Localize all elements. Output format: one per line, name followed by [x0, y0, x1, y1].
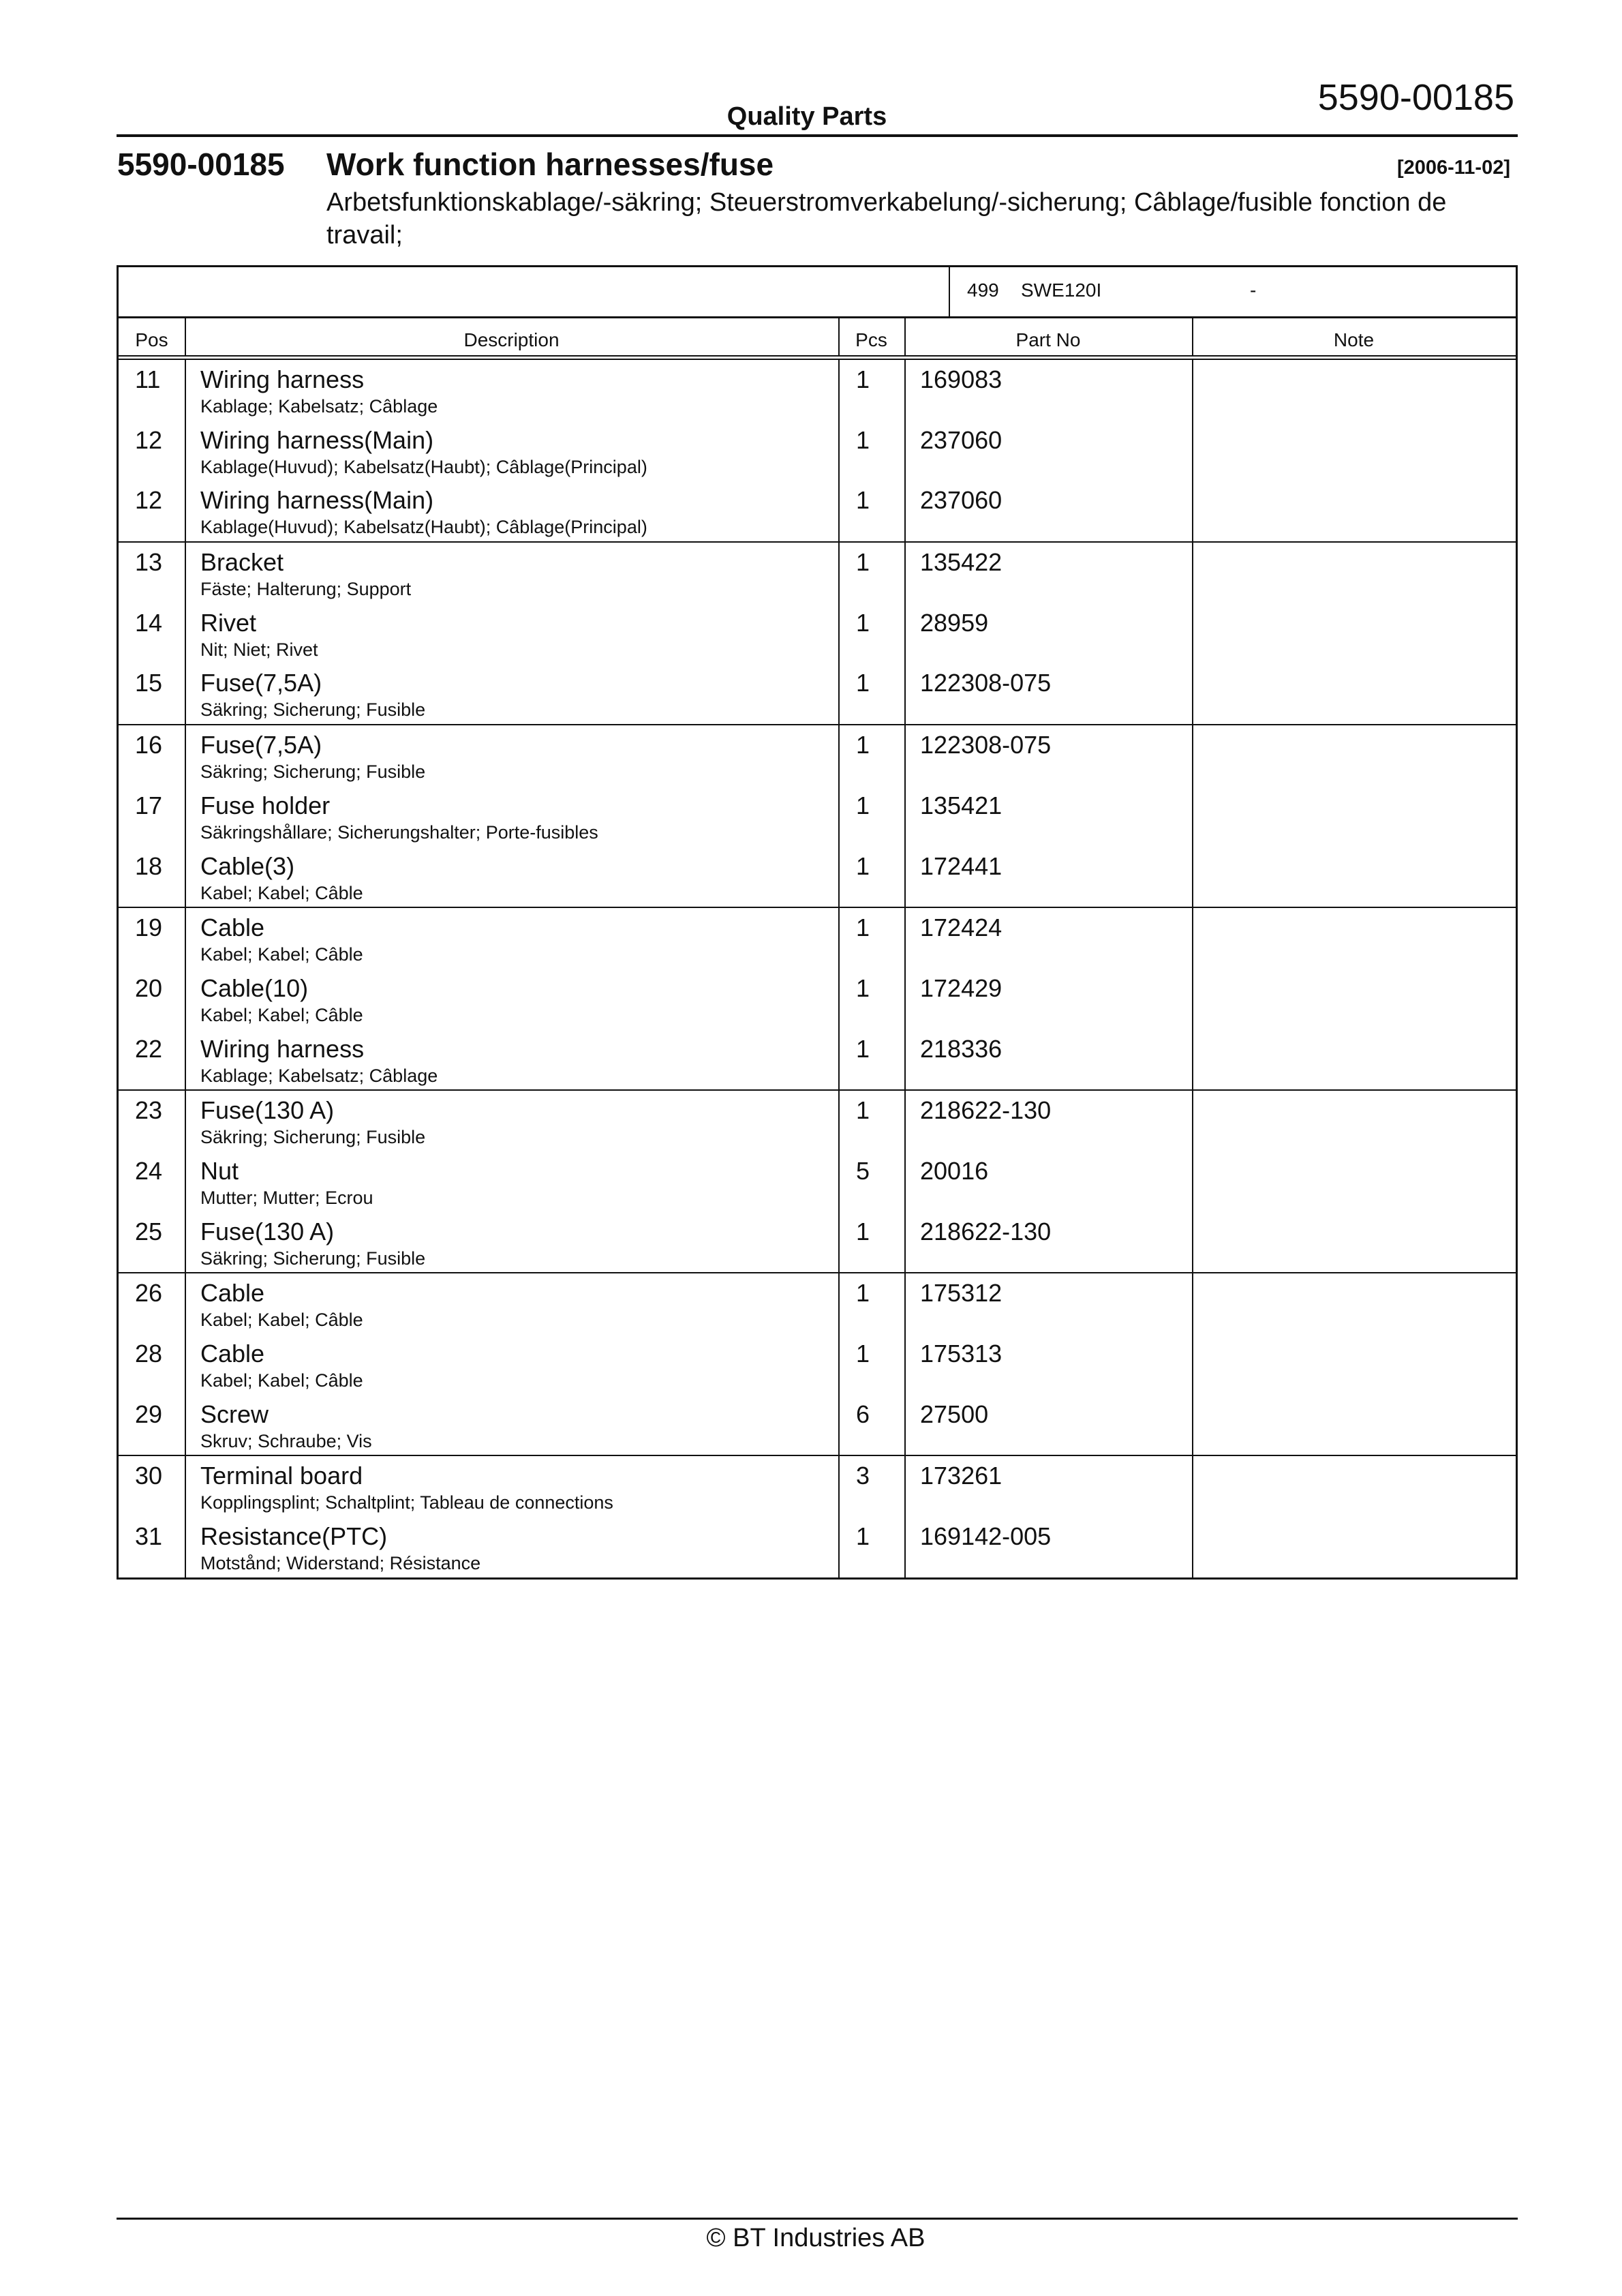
row-translations: Kabel; Kabel; Câble	[200, 882, 363, 903]
table-row	[119, 1091, 1516, 1151]
table-row	[119, 421, 1516, 481]
row-description: Cable	[200, 1279, 265, 1308]
row-pos: 19	[135, 913, 163, 942]
row-translations: Kabel; Kabel; Câble	[200, 1004, 363, 1025]
column-header-note: Note	[1333, 329, 1375, 350]
row-translations: Mutter; Mutter; Ecrou	[200, 1187, 373, 1208]
row-part-no: 218622-130	[920, 1217, 1052, 1245]
section-title: Work function harnesses/fuse	[326, 147, 774, 182]
row-pos: 11	[135, 365, 161, 393]
row-description: Fuse(7,5A)	[200, 669, 322, 697]
row-description: Wiring harness	[200, 365, 365, 393]
row-group	[119, 1456, 1516, 1577]
model-row	[119, 267, 1516, 318]
row-part-no: 173261	[920, 1462, 1003, 1490]
row-pcs: 1	[856, 791, 870, 819]
row-translations: Kopplingsplint; Schaltplint; Tableau de connections	[200, 1492, 613, 1513]
table-row	[119, 786, 1516, 847]
row-pos: 25	[135, 1217, 163, 1245]
table-row	[119, 847, 1516, 907]
table-row	[119, 1395, 1516, 1455]
row-translations: Säkring; Sicherung; Fusible	[200, 1127, 426, 1148]
row-description: Fuse(7,5A)	[200, 731, 322, 759]
row-group	[119, 908, 1516, 1091]
row-part-no: 172429	[920, 973, 1003, 1002]
column-header-pos: Pos	[135, 329, 168, 350]
row-pcs: 1	[856, 851, 870, 880]
table-row	[119, 603, 1516, 664]
table-row	[119, 1151, 1516, 1212]
column-header-description: Description	[463, 329, 560, 350]
row-part-no: 122308-075	[920, 669, 1052, 697]
row-description: Screw	[200, 1400, 269, 1428]
table-row	[119, 1517, 1516, 1577]
row-description: Resistance(PTC)	[200, 1522, 388, 1551]
row-part-no: 169142-005	[920, 1522, 1052, 1551]
table-row	[119, 1029, 1516, 1090]
row-pos: 31	[135, 1522, 163, 1551]
section-subtitle: Arbetsfunktionskablage/-säkring; Steuerstromverkabelung/-sicherung; Câblage/fusible fonction de travail;	[326, 188, 1447, 250]
row-pcs: 3	[856, 1462, 870, 1490]
row-pos: 20	[135, 973, 163, 1002]
row-group	[119, 360, 1516, 543]
header-title: Quality Parts	[726, 102, 887, 131]
row-translations: Säkring; Sicherung; Fusible	[200, 699, 426, 721]
row-part-no: 175312	[920, 1279, 1003, 1308]
table-row	[119, 908, 1516, 969]
row-part-no: 135421	[920, 791, 1003, 819]
table-row	[119, 1273, 1516, 1334]
row-part-no: 172441	[920, 851, 1003, 880]
row-pos: 23	[135, 1096, 163, 1125]
row-part-no: 169083	[920, 365, 1003, 393]
row-translations: Kablage(Huvud); Kabelsatz(Haubt); Câblage(Principal)	[200, 456, 647, 477]
row-pcs: 1	[856, 1279, 870, 1308]
row-description: Wiring harness(Main)	[200, 425, 434, 454]
row-pos: 18	[135, 851, 163, 880]
table-body	[119, 360, 1516, 1577]
model-range: -	[1250, 280, 1257, 301]
row-pcs: 1	[856, 1096, 870, 1125]
row-pcs: 5	[856, 1156, 870, 1185]
header-divider	[117, 134, 1518, 137]
row-translations: Nit; Niet; Rivet	[200, 639, 318, 660]
row-description: Rivet	[200, 608, 257, 637]
table-row	[119, 969, 1516, 1029]
row-pos: 26	[135, 1279, 163, 1308]
row-description: Cable(10)	[200, 973, 309, 1002]
row-pos: 17	[135, 791, 163, 819]
table-row	[119, 1456, 1516, 1517]
table-row	[119, 1212, 1516, 1273]
row-part-no: 27500	[920, 1400, 989, 1428]
row-pcs: 1	[856, 669, 870, 697]
row-pcs: 1	[856, 1340, 870, 1368]
row-pos: 24	[135, 1156, 163, 1185]
row-description: Fuse holder	[200, 791, 331, 819]
row-pcs: 1	[856, 486, 870, 515]
row-pcs: 1	[856, 973, 870, 1002]
row-pcs: 1	[856, 913, 870, 942]
row-part-no: 237060	[920, 425, 1003, 454]
footer-copyright: © BT Industries AB	[706, 2224, 925, 2252]
model-divider	[949, 267, 950, 316]
row-description: Bracket	[200, 548, 284, 577]
row-translations: Motstånd; Widerstand; Résistance	[200, 1553, 481, 1574]
row-description: Nut	[200, 1156, 239, 1185]
row-pcs: 1	[856, 1522, 870, 1551]
section-date: [2006-11-02]	[1396, 157, 1510, 179]
row-part-no: 237060	[920, 486, 1003, 515]
model-code: 499	[967, 280, 999, 301]
row-translations: Säkringshållare; Sicherungshalter; Porte-fusibles	[200, 821, 598, 843]
column-header-part-no: Part No	[1015, 329, 1081, 350]
row-pos: 14	[135, 608, 163, 637]
row-pcs: 1	[856, 365, 870, 393]
row-translations: Fäste; Halterung; Support	[200, 579, 412, 600]
footer-divider	[117, 2218, 1518, 2220]
row-translations: Kablage; Kabelsatz; Câblage	[200, 396, 438, 417]
document-number: 5590-00185	[1317, 77, 1514, 118]
row-part-no: 218336	[920, 1034, 1003, 1063]
row-translations: Kablage; Kabelsatz; Câblage	[200, 1065, 438, 1086]
table-row	[119, 543, 1516, 603]
row-pos: 13	[135, 548, 163, 577]
row-part-no: 122308-075	[920, 731, 1052, 759]
row-pcs: 1	[856, 1034, 870, 1063]
row-pos: 12	[135, 486, 163, 515]
row-translations: Säkring; Sicherung; Fusible	[200, 761, 426, 783]
row-description: Wiring harness(Main)	[200, 486, 434, 515]
row-group	[119, 725, 1516, 908]
row-pos: 22	[135, 1034, 163, 1063]
row-part-no: 20016	[920, 1156, 989, 1185]
column-header-pcs: Pcs	[855, 329, 887, 350]
row-translations: Kabel; Kabel; Câble	[200, 944, 363, 965]
row-part-no: 28959	[920, 608, 989, 637]
row-part-no: 218622-130	[920, 1096, 1052, 1125]
row-pcs: 1	[856, 731, 870, 759]
section-number: 5590-00185	[117, 147, 285, 182]
row-pcs: 1	[856, 1217, 870, 1245]
row-group	[119, 1091, 1516, 1273]
row-group	[119, 1273, 1516, 1456]
table-row	[119, 1334, 1516, 1395]
row-description: Cable	[200, 913, 265, 942]
row-translations: Säkring; Sicherung; Fusible	[200, 1248, 426, 1269]
parts-table	[117, 265, 1518, 1580]
row-pcs: 1	[856, 548, 870, 577]
row-translations: Kablage(Huvud); Kabelsatz(Haubt); Câblage(Principal)	[200, 517, 647, 538]
row-pos: 29	[135, 1400, 163, 1428]
model-name: SWE120I	[1021, 280, 1102, 301]
row-description: Cable(3)	[200, 851, 295, 880]
row-pos: 12	[135, 425, 163, 454]
table-row	[119, 481, 1516, 541]
row-part-no: 135422	[920, 548, 1003, 577]
row-translations: Skruv; Schraube; Vis	[200, 1430, 372, 1451]
row-pos: 15	[135, 669, 163, 697]
row-pos: 28	[135, 1340, 163, 1368]
row-translations: Kabel; Kabel; Câble	[200, 1370, 363, 1391]
row-pcs: 1	[856, 425, 870, 454]
row-pos: 16	[135, 731, 163, 759]
row-pcs: 6	[856, 1400, 870, 1428]
table-row	[119, 360, 1516, 421]
table-row	[119, 663, 1516, 724]
row-part-no: 175313	[920, 1340, 1003, 1368]
row-part-no: 172424	[920, 913, 1003, 942]
row-translations: Kabel; Kabel; Câble	[200, 1310, 363, 1331]
row-description: Cable	[200, 1340, 265, 1368]
row-pos: 30	[135, 1462, 163, 1490]
table-header	[119, 318, 1516, 360]
row-pcs: 1	[856, 608, 870, 637]
table-row	[119, 725, 1516, 786]
row-description: Fuse(130 A)	[200, 1217, 335, 1245]
row-description: Wiring harness	[200, 1034, 365, 1063]
row-group	[119, 543, 1516, 725]
row-description: Terminal board	[200, 1462, 363, 1490]
row-description: Fuse(130 A)	[200, 1096, 335, 1125]
